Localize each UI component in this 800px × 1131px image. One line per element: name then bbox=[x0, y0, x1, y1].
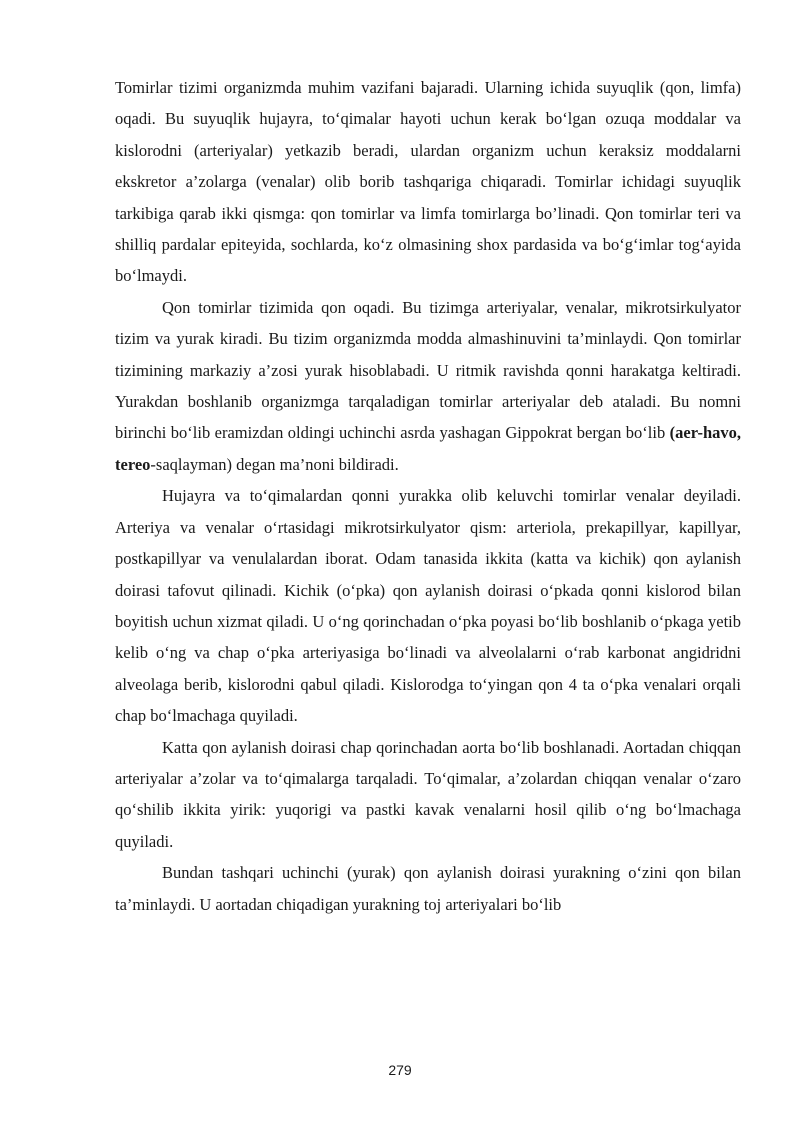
paragraph-2-text-end: -saqlayman) degan ma’noni bildiradi. bbox=[150, 454, 399, 474]
page-number: 279 bbox=[388, 1062, 412, 1078]
paragraph-2-bold-term: (aer-havo, tereo bbox=[115, 423, 741, 474]
paragraph-5: Bundan tashqari uchinchi (yurak) qon aylanish doirasi yurakning o‘zini qon bilan ta’minlaydi. U aortadan chiqadigan yurakning toj arteriyalari bo‘lib bbox=[115, 863, 741, 914]
body-text bbox=[115, 72, 741, 920]
paragraph-4: Katta qon aylanish doirasi chap qorinchadan aorta bo‘lib boshlanadi. Aortadan chiqqan arteriyalar a’zolar va to‘qimalarga tarqaladi. To‘qimalar, a’zolardan chiqqan venalar o‘zaro qo‘shilib ikkita yirik: yuqorigi va pastki kavak venalarni hosil qilib o‘ng bo‘lmachaga quyiladi. bbox=[115, 737, 741, 851]
paragraph-2-text: Qon tomirlar tizimida qon oqadi. Bu tizimga arteriyalar, venalar, mikrotsirkulyator tizim va yurak kiradi. Bu tizim organizmda modda almashinuvini ta’minlaydi. Qon tomirlar tizimining markaziy a’zosi yurak hisoblabadi. U ritmik ravishda qonni harakatga keltiradi. Yurakdan boshlanib organizmga tarqaladigan tomirlar arteriyalar deb ataladi. Bu nomni birinchi bo‘lib eramizdan oldingi uchinchi asrda yashagan Gippokrat bergan bo‘lib bbox=[115, 297, 741, 443]
paragraph-2 bbox=[115, 292, 741, 480]
paragraph-3: Hujayra va to‘qimalardan qonni yurakka olib keluvchi tomirlar venalar deyiladi. Arteriya va venalar o‘rtasidagi mikrotsirkulyator qism: arteriola, prekapillyar, kapillyar, postkapillyar va venulalardan iborat. Odam tanasida ikkita (katta va kichik) qon aylanish doirasi tafovut qilinadi. Kichik (o‘pka) qon aylanish doirasi o‘pkada qonni kislorod bilan boyitish uchun xizmat qiladi. U o‘ng qorinchadan o‘pka poyasi bo‘lib boshlanib o‘pkaga yetib kelib o‘ng va chap o‘pka arteriyasiga bo‘linadi va alveolalarni o‘rab karbonat angidridni alveolaga berib, kislorodni qabul qiladi. Kislorodga to‘yingan qon 4 ta o‘pka venalari orqali chap bo‘lmachaga quyiladi. bbox=[115, 486, 741, 726]
paragraph-1: Tomirlar tizimi organizmda muhim vazifani bajaradi. Ularning ichida suyuqlik (qon, limfa) oqadi. Bu suyuqlik hujayra, to‘qimalar hayoti uchun kerak bo‘lgan ozuqa moddalar va kislorodni (arteriyalar) yetkazib beradi, ulardan organizm uchun keraksiz moddalarni ekskretor a’zolarga (venalar) olib borib tashqariga chiqaradi. Tomirlar ichidagi suyuqlik tarkibiga qarab ikki qismga: qon tomirlar va limfa tomirlarga bo’linadi. Qon tomirlar teri va shilliq pardalar epiteyida, sochlarda, ko‘z olmasining shox pardasida va bo‘g‘imlar tog‘ayida bo‘lmaydi. bbox=[115, 78, 741, 286]
